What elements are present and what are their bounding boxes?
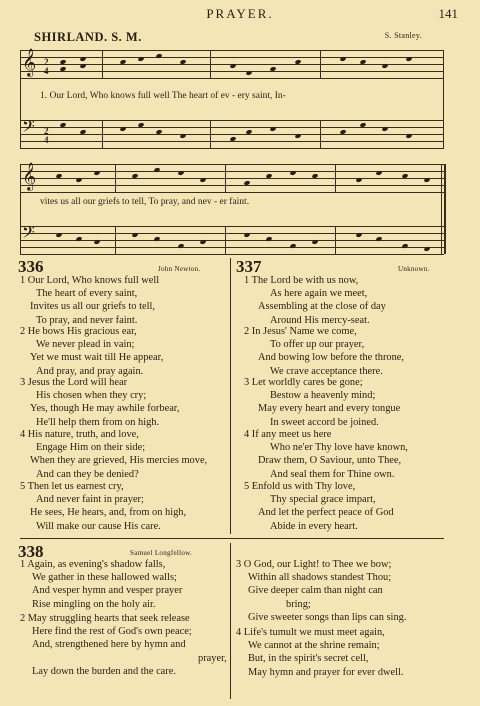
column-divider — [230, 258, 231, 534]
verse-line: Give deeper calm than night can — [248, 585, 383, 597]
stanza — [20, 480, 186, 533]
hymn-author: John Newton. — [158, 265, 201, 273]
stanza — [244, 480, 394, 533]
verse-line: His chosen when they cry; — [36, 390, 147, 402]
verse-line: And bowing low before the throne, — [258, 352, 405, 364]
verse-line: We cannot at the shrine remain; — [248, 640, 380, 652]
stanza — [244, 325, 404, 378]
verse-line: 5 Enfold us with Thy love, — [244, 481, 356, 492]
verse-line: Around His mercy-seat. — [270, 314, 370, 326]
verse-line: Invites us all our griefs to tell, — [30, 301, 155, 313]
music-system-1 — [20, 46, 444, 166]
verse-line: bring; — [286, 598, 311, 610]
verse-line: 2 In Jesus' Name we come, — [244, 326, 357, 337]
verse-line: He'll help them from on high. — [36, 416, 160, 428]
verse-line: We gather in these hallowed walls; — [32, 572, 177, 584]
stanza — [20, 558, 182, 611]
stanza — [20, 376, 179, 429]
verse-line: Draw them, O Saviour, unto Thee, — [258, 455, 402, 467]
verse-line: Give sweeter songs than lips can sing. — [248, 611, 407, 623]
tune-name: SHIRLAND. S. M. — [34, 30, 142, 44]
verse-line: And vesper hymn and vesper prayer — [32, 585, 183, 597]
verse-line: Yet we must wait till He appear, — [30, 352, 164, 364]
verse-line: Who ne'er Thy love have known, — [270, 442, 408, 454]
stanza — [236, 558, 406, 624]
running-head — [0, 6, 480, 24]
bass-clef-icon: 𝄢 — [22, 116, 35, 140]
verse-line: 4 Life's tumult we must meet again, — [236, 627, 385, 638]
verse-line: And, strengthened here by hymn and — [32, 639, 186, 651]
hymn-author: Unknown. — [398, 265, 430, 273]
column-divider — [230, 543, 231, 699]
verse-line: 4 His nature, truth, and love, — [20, 429, 139, 440]
treble-clef-icon: 𝄞 — [22, 48, 37, 76]
hymn-number: 338 — [18, 542, 44, 561]
stanza — [20, 274, 159, 327]
verse-line: We never plead in vain; — [36, 339, 135, 351]
verse-line: Lay down the burden and the care. — [32, 665, 176, 677]
verse-line: 1 The Lord be with us now, — [244, 275, 359, 286]
verse-line: Will make our cause His care. — [36, 520, 161, 532]
verse-line: Abide in every heart. — [270, 520, 358, 532]
verse-line: To pray, and never faint. — [36, 314, 138, 326]
verse-line: And can they be denied? — [36, 468, 139, 480]
music-system-2 — [20, 160, 444, 260]
treble-clef-icon: 𝄞 — [22, 162, 37, 190]
verse-line: 4 If any meet us here — [244, 429, 332, 440]
verse-line: 3 Let worldly cares be gone; — [244, 377, 363, 388]
verse-line: May every heart and every tongue — [258, 403, 401, 415]
verse-line: prayer, — [198, 652, 227, 664]
hymn-author: Samuel Longfellow. — [130, 549, 193, 557]
verse-line: In sweet accord be joined. — [270, 416, 379, 428]
stanza — [20, 612, 227, 678]
bass-clef-icon: 𝄢 — [22, 222, 35, 246]
verse-line: 2 May struggling hearts that seek release — [20, 613, 190, 624]
verse-line: 1 Again, as evening's shadow falls, — [20, 559, 166, 570]
verse-line: To offer up our prayer, — [270, 339, 365, 351]
hymn-number: 336 — [18, 257, 44, 276]
stanza — [236, 626, 404, 679]
verse-line: As here again we meet, — [270, 288, 368, 300]
verse-line: We crave acceptance there. — [270, 365, 383, 377]
verse-line: And never faint in prayer; — [36, 494, 144, 506]
time-signature-icon: 2 4 — [44, 57, 49, 76]
stanza — [20, 325, 163, 378]
verse-line: The heart of every saint, — [36, 288, 138, 300]
verse-line: And pray, and pray again. — [36, 365, 144, 377]
hymn-number: 337 — [236, 257, 262, 276]
stanza — [20, 428, 207, 481]
tune-composer: S. Stanley. — [384, 31, 422, 40]
stanza — [244, 428, 408, 481]
verse-line: 3 O God, our Light! to Thee we bow; — [236, 559, 392, 570]
verse-line: And let the perfect peace of God — [258, 507, 394, 519]
verse-line: And seal them for Thine own. — [270, 468, 395, 480]
verse-line: But, in the spirit's secret cell, — [248, 653, 369, 665]
verse-line: Yes, though He may awhile forbear, — [30, 403, 180, 415]
verse-line: 3 Jesus the Lord will hear — [20, 377, 128, 388]
verse-line: Within all shadows standest Thou; — [248, 572, 392, 584]
verse-line: May hymn and prayer for ever dwell. — [248, 666, 404, 678]
page-number: 141 — [438, 6, 458, 21]
verse-line: Here find the rest of God's own peace; — [32, 626, 192, 638]
verse-line: He sees, He hears, and, from on high, — [30, 507, 187, 519]
verse-line: Rise mingling on the holy air. — [32, 598, 156, 610]
tune-lyrics-line-2: vites us all our griefs to tell, To pray, and nev - er faint. — [40, 197, 250, 207]
verse-line: Engage Him on their side; — [36, 442, 146, 454]
verse-line: Bestow a heavenly mind; — [270, 390, 376, 402]
time-signature-icon: 2 4 — [44, 126, 49, 145]
verse-line: When they are grieved, His mercies move, — [30, 455, 208, 467]
verse-line: 2 He bows His gracious ear, — [20, 326, 137, 337]
stanza — [244, 274, 386, 327]
verse-line: Thy special grace impart, — [270, 494, 376, 506]
verse-line: 1 Our Lord, Who knows full well — [20, 275, 160, 286]
verse-line: Assembling at the close of day — [258, 301, 386, 313]
section-rule — [20, 538, 444, 539]
stanza — [244, 376, 400, 429]
tune-lyrics-line-1: 1. Our Lord, Who knows full well The heart of ev - ery saint, In- — [40, 91, 286, 101]
verse-line: 5 Then let us earnest cry, — [20, 481, 124, 492]
section-title: PRAYER. — [206, 6, 274, 21]
